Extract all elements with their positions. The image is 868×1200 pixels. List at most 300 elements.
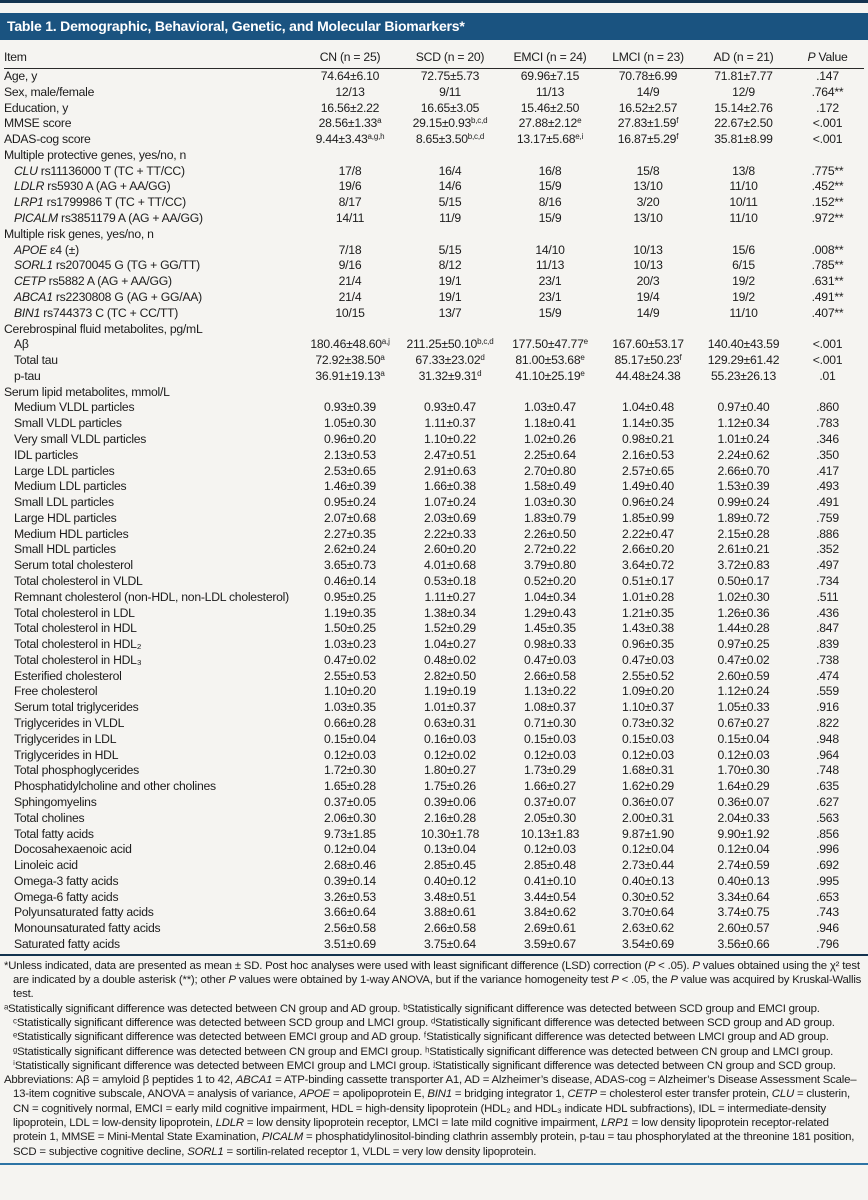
value-cell: 7/18 bbox=[338, 242, 362, 257]
value-cell: 27.83±1.59$^f$ bbox=[617, 116, 679, 131]
value-cell: 2.13±0.53 bbox=[324, 447, 376, 462]
table-row bbox=[4, 684, 864, 700]
value-cell: 1.73±0.29 bbox=[524, 763, 576, 778]
value-cell: 1.43±0.38 bbox=[622, 621, 674, 636]
value-cell: 0.52±0.20 bbox=[524, 574, 576, 588]
table-row bbox=[4, 69, 864, 85]
value-cell: 1.75±0.26 bbox=[424, 779, 476, 794]
p-value-cell: .995 bbox=[816, 873, 839, 888]
value-cell: 28.56±1.33$^a$ bbox=[318, 116, 382, 131]
table-row bbox=[4, 542, 864, 558]
value-cell: 23/1 bbox=[538, 274, 562, 289]
column-header-item: Item bbox=[4, 50, 27, 64]
value-cell: 1.13±0.22 bbox=[524, 684, 576, 699]
row-label: CLU rs11136000 T (TC + TT/CC) bbox=[14, 163, 185, 178]
value-cell: 16.52±2.57 bbox=[618, 100, 678, 115]
value-cell: 0.37±0.05 bbox=[324, 794, 376, 809]
value-cell: 9/11 bbox=[439, 84, 461, 99]
value-cell: 1.50±0.25 bbox=[324, 621, 376, 636]
value-cell: 2.04±0.33 bbox=[717, 810, 770, 825]
value-cell: 10/13 bbox=[633, 258, 663, 273]
value-cell: 19/6 bbox=[338, 179, 362, 194]
table-row bbox=[4, 243, 864, 259]
value-cell: 1.10±0.37 bbox=[622, 700, 674, 715]
p-value-cell: .559 bbox=[816, 684, 839, 699]
p-value-cell: .01 bbox=[819, 368, 836, 383]
value-cell: 2.57±0.65 bbox=[622, 463, 674, 478]
value-cell: 1.03±0.23 bbox=[324, 637, 376, 652]
value-cell: 1.62±0.29 bbox=[622, 779, 674, 794]
value-cell: 3.34±0.64 bbox=[717, 889, 770, 904]
footnote-significance-letters: ᵃStatistically significant difference was detected between CN group and AD group. ᵇStatistically significant difference was detected between SCD group and EMCI group. ᶜStatistically significant difference was detected between SCD group and LMCI group. ᵈStatistically significant difference was detected between SCD group and AD group. ᵉStatistically significant difference was detected between EMCI group and AD group. ᶠStatistically significant difference was detected between LMCI group and AD group. ᵍStatistically significant difference was detected between CN group and EMCI group. ʰStatistically significant difference was detected between CN group and LMCI group. ⁱStatistically significant difference was detected between EMCI group and LMCI group. ʲStatistically significant difference was detected between CN group and SCD group. bbox=[4, 1002, 836, 1072]
value-cell: 67.33±23.02$^d$ bbox=[415, 353, 485, 368]
row-label: Small HDL particles bbox=[14, 542, 116, 557]
bottom-border-rule bbox=[0, 1163, 868, 1165]
value-cell: 129.29±61.42 bbox=[707, 353, 780, 368]
value-cell: 9.87±1.90 bbox=[622, 826, 674, 841]
value-cell: 0.48±0.02 bbox=[424, 652, 476, 667]
p-value-cell: .972** bbox=[811, 211, 844, 226]
table-row bbox=[4, 511, 864, 527]
row-label: Triglycerides in LDL bbox=[14, 731, 117, 746]
value-cell: 0.12±0.02 bbox=[424, 747, 476, 762]
p-value-cell: .856 bbox=[816, 826, 839, 841]
value-cell: 11/10 bbox=[729, 211, 758, 226]
value-cell: 12/13 bbox=[335, 84, 365, 99]
value-cell: 2.85±0.48 bbox=[524, 858, 576, 873]
value-cell: 177.50±47.77$^e$ bbox=[512, 337, 588, 352]
value-cell: 2.60±0.20 bbox=[424, 542, 476, 557]
value-cell: 1.85±0.99 bbox=[622, 510, 674, 525]
footnotes bbox=[0, 959, 868, 1159]
row-label: Total cholesterol in HDL bbox=[14, 621, 137, 636]
value-cell: 2.24±0.62 bbox=[717, 447, 770, 462]
p-value-cell: .886 bbox=[816, 526, 839, 541]
value-cell: $211.25\pm 50.10^{b,c,d}$ bbox=[406, 337, 494, 352]
p-value-cell: .946 bbox=[816, 921, 839, 936]
row-label: Omega-6 fatty acids bbox=[14, 889, 119, 904]
section-row bbox=[4, 385, 864, 401]
table-row bbox=[4, 858, 864, 874]
value-cell: 0.47±0.02 bbox=[324, 652, 376, 667]
table-row bbox=[4, 464, 864, 480]
value-cell: 10/15 bbox=[335, 305, 365, 320]
column-header-pvalue: P Value bbox=[807, 50, 848, 64]
value-cell: 3.66±0.64 bbox=[324, 905, 376, 920]
value-cell: 0.40±0.13 bbox=[622, 873, 674, 888]
p-value-cell: .631** bbox=[811, 274, 844, 289]
value-cell: 5/15 bbox=[438, 242, 462, 257]
value-cell: 1.44±0.28 bbox=[717, 621, 770, 636]
value-cell: 13/7 bbox=[438, 305, 462, 320]
value-cell: 0.12±0.03 bbox=[324, 747, 376, 762]
p-value-cell: .916 bbox=[816, 700, 839, 715]
value-cell: $29.15\pm 0.93^{b,c,d}$ bbox=[412, 116, 488, 131]
value-cell: 0.51±0.17 bbox=[622, 574, 674, 588]
value-cell: 4.01±0.68 bbox=[424, 558, 476, 573]
value-cell: 2.55±0.53 bbox=[324, 668, 376, 683]
section-label: Serum lipid metabolites, mmol/L bbox=[4, 384, 170, 399]
value-cell: 1.12±0.24 bbox=[717, 684, 770, 699]
row-label: p-tau bbox=[14, 368, 41, 383]
value-cell: 2.00±0.31 bbox=[622, 810, 674, 825]
value-cell: 15/9 bbox=[538, 179, 562, 194]
value-cell: 1.03±0.30 bbox=[524, 495, 576, 510]
table-row bbox=[4, 637, 864, 653]
value-cell: 0.95±0.25 bbox=[324, 589, 376, 604]
value-cell: 0.16±0.03 bbox=[424, 731, 476, 746]
value-cell: 2.72±0.22 bbox=[524, 542, 576, 557]
value-cell: 0.30±0.52 bbox=[622, 889, 674, 904]
value-cell: 0.67±0.27 bbox=[717, 716, 770, 731]
p-value-cell: .948 bbox=[816, 731, 839, 746]
p-value-cell: .008** bbox=[811, 242, 844, 257]
table-row bbox=[4, 590, 864, 606]
value-cell: 11/13 bbox=[535, 84, 565, 99]
p-value-cell: .743 bbox=[816, 905, 839, 920]
value-cell: 15.14±2.76 bbox=[714, 100, 773, 115]
p-value-cell: .474 bbox=[816, 668, 839, 683]
value-cell: 15/9 bbox=[538, 211, 562, 226]
value-cell: 0.97±0.40 bbox=[717, 400, 770, 415]
value-cell: 1.07±0.24 bbox=[424, 495, 476, 510]
value-cell: 0.98±0.21 bbox=[622, 431, 674, 446]
table-row bbox=[4, 432, 864, 448]
value-cell: 19/2 bbox=[732, 274, 755, 289]
value-cell: 2.16±0.28 bbox=[424, 810, 476, 825]
table-body bbox=[4, 69, 864, 953]
table-row bbox=[4, 353, 864, 369]
row-label: Aβ bbox=[14, 337, 29, 352]
table-row bbox=[4, 211, 864, 227]
value-cell: 2.07±0.68 bbox=[324, 510, 376, 525]
table-row bbox=[4, 653, 864, 669]
value-cell: 1.65±0.28 bbox=[324, 779, 376, 794]
row-label: Very small VLDL particles bbox=[14, 431, 147, 446]
value-cell: 1.72±0.30 bbox=[324, 763, 376, 778]
value-cell: 12/9 bbox=[732, 84, 755, 99]
value-cell: 3.72±0.83 bbox=[717, 558, 770, 573]
section-label: Cerebrospinal fluid metabolites, pg/mL bbox=[4, 321, 203, 336]
p-value-cell: .493 bbox=[816, 479, 839, 494]
table-row bbox=[4, 448, 864, 464]
table-row bbox=[4, 874, 864, 890]
value-cell: 3.84±0.62 bbox=[524, 905, 576, 920]
value-cell: 3/20 bbox=[636, 195, 660, 210]
value-cell: 2.66±0.58 bbox=[424, 921, 476, 936]
table-row bbox=[4, 558, 864, 574]
p-value-cell: .407** bbox=[811, 305, 844, 320]
value-cell: 15/9 bbox=[538, 305, 562, 320]
column-header-ad: AD (n = 21) bbox=[713, 50, 774, 64]
value-cell: 0.39±0.06 bbox=[424, 794, 476, 809]
value-cell: 31.32±9.31$^d$ bbox=[418, 368, 482, 383]
value-cell: 0.36±0.07 bbox=[622, 794, 674, 809]
row-label: MMSE score bbox=[4, 116, 72, 131]
p-value-cell: .847 bbox=[816, 621, 839, 636]
row-label: Free cholesterol bbox=[14, 684, 98, 699]
value-cell: 0.41±0.10 bbox=[524, 873, 576, 888]
value-cell: 0.47±0.03 bbox=[524, 652, 576, 667]
value-cell: 0.37±0.07 bbox=[524, 794, 576, 809]
value-cell: 0.39±0.14 bbox=[324, 873, 376, 888]
row-label: Serum total cholesterol bbox=[14, 558, 133, 573]
value-cell: 11/9 bbox=[439, 211, 461, 226]
value-cell: 16/4 bbox=[438, 163, 462, 178]
row-label: Medium VLDL particles bbox=[14, 400, 135, 415]
value-cell: 2.26±0.50 bbox=[524, 526, 576, 541]
footnote-separator-rule bbox=[0, 954, 868, 956]
section-label: Multiple risk genes, yes/no, n bbox=[4, 226, 154, 241]
value-cell: 11/10 bbox=[729, 305, 758, 320]
section-label: Multiple protective genes, yes/no, n bbox=[4, 147, 187, 162]
table-row bbox=[4, 164, 864, 180]
value-cell: 20/3 bbox=[636, 274, 660, 289]
p-value-cell: .653 bbox=[816, 889, 839, 904]
value-cell: 1.09±0.20 bbox=[622, 684, 674, 699]
table-row bbox=[4, 258, 864, 274]
table-row bbox=[4, 274, 864, 290]
value-cell: 2.16±0.53 bbox=[622, 447, 674, 462]
p-value-cell: .964 bbox=[816, 747, 839, 762]
table-row bbox=[4, 732, 864, 748]
footnote-general: *Unless indicated, data are presented as mean ± SD. Post hoc analyses were used with least significant difference (LSD) correction (P < .05). P values obtained using the χ² test are indicated by a double asterisk (**); other P values were obtained by 1-way ANOVA, but if the variance homogeneity test P < .05, the P value was acquired by Kruskal-Wallis test. bbox=[4, 959, 862, 1001]
value-cell: 1.14±0.35 bbox=[622, 416, 674, 431]
p-value-cell: .748 bbox=[816, 763, 839, 778]
value-cell: 2.06±0.30 bbox=[324, 810, 376, 825]
column-header-cn: CN (n = 25) bbox=[319, 50, 381, 64]
value-cell: 2.47±0.51 bbox=[424, 447, 476, 462]
value-cell: 3.79±0.80 bbox=[524, 558, 576, 573]
value-cell: 0.93±0.47 bbox=[424, 400, 476, 415]
value-cell: 3.44±0.54 bbox=[524, 889, 576, 904]
biomarker-table bbox=[0, 44, 868, 953]
value-cell: 13/10 bbox=[633, 179, 663, 194]
table-header-row bbox=[4, 44, 864, 69]
value-cell: 2.74±0.59 bbox=[717, 858, 770, 873]
p-value-cell: .452** bbox=[811, 179, 844, 194]
p-value-cell: .172 bbox=[816, 100, 839, 115]
value-cell: 2.70±0.80 bbox=[524, 463, 576, 478]
value-cell: 3.56±0.66 bbox=[717, 936, 770, 951]
value-cell: 2.73±0.44 bbox=[622, 858, 674, 873]
row-label: LRP1 rs1799986 T (TC + TT/CC) bbox=[14, 195, 186, 210]
value-cell: 10.30±1.78 bbox=[420, 826, 480, 841]
p-value-cell: <.001 bbox=[812, 116, 843, 131]
value-cell: 23/1 bbox=[538, 289, 562, 304]
p-value-cell: .346 bbox=[816, 431, 839, 446]
row-label: Total cholesterol in HDL₃ bbox=[14, 652, 142, 667]
value-cell: 14/10 bbox=[535, 242, 565, 257]
value-cell: 2.03±0.69 bbox=[424, 510, 476, 525]
value-cell: 2.68±0.46 bbox=[324, 858, 376, 873]
table-row bbox=[4, 195, 864, 211]
row-label: Serum total triglycerides bbox=[14, 700, 139, 715]
value-cell: 10/13 bbox=[633, 242, 663, 257]
row-label: Small LDL particles bbox=[14, 495, 114, 510]
value-cell: 2.55±0.52 bbox=[622, 668, 674, 683]
row-label: BIN1 rs744373 C (TC + CC/TT) bbox=[14, 305, 179, 320]
row-label: Total cholines bbox=[14, 810, 85, 825]
value-cell: 2.63±0.62 bbox=[622, 921, 674, 936]
value-cell: 1.66±0.27 bbox=[524, 779, 576, 794]
value-cell: 15/8 bbox=[636, 163, 660, 178]
value-cell: 14/9 bbox=[636, 84, 660, 99]
value-cell: 2.60±0.59 bbox=[717, 668, 770, 683]
value-cell: 2.91±0.63 bbox=[424, 463, 476, 478]
value-cell: 2.22±0.47 bbox=[622, 526, 674, 541]
p-value-cell: .734 bbox=[816, 574, 839, 588]
value-cell: 1.21±0.35 bbox=[622, 605, 674, 620]
value-cell: 2.62±0.24 bbox=[324, 542, 376, 557]
row-label: Sex, male/female bbox=[4, 84, 95, 99]
value-cell: 0.12±0.03 bbox=[717, 747, 770, 762]
value-cell: $9.44\pm 3.43^{a,g,h}$ bbox=[315, 132, 385, 147]
value-cell: 0.46±0.14 bbox=[324, 574, 376, 588]
value-cell: 0.13±0.04 bbox=[424, 842, 476, 857]
value-cell: 0.12±0.03 bbox=[622, 747, 674, 762]
value-cell: 2.22±0.33 bbox=[424, 526, 476, 541]
value-cell: 1.46±0.39 bbox=[324, 479, 376, 494]
table-row bbox=[4, 700, 864, 716]
value-cell: 1.70±0.30 bbox=[717, 763, 770, 778]
value-cell: 17/8 bbox=[338, 163, 362, 178]
value-cell: 3.48±0.51 bbox=[424, 889, 476, 904]
value-cell: 15.46±2.50 bbox=[520, 100, 580, 115]
table-row bbox=[4, 763, 864, 779]
table-row bbox=[4, 905, 864, 921]
value-cell: 0.63±0.31 bbox=[424, 716, 476, 731]
value-cell: 85.17±50.23$^f$ bbox=[614, 353, 682, 368]
value-cell: 0.12±0.03 bbox=[524, 842, 576, 857]
row-label: Total cholesterol in VLDL bbox=[14, 574, 143, 588]
value-cell: 0.15±0.03 bbox=[622, 731, 674, 746]
value-cell: 2.27±0.35 bbox=[324, 526, 376, 541]
value-cell: 71.81±7.77 bbox=[714, 69, 773, 83]
value-cell: $8.65\pm 3.50^{b,c,d}$ bbox=[415, 132, 485, 147]
value-cell: 19/2 bbox=[732, 289, 755, 304]
value-cell: 1.02±0.26 bbox=[524, 431, 576, 446]
value-cell: 55.23±26.13 bbox=[711, 368, 776, 383]
table-row bbox=[4, 890, 864, 906]
value-cell: 0.97±0.25 bbox=[717, 637, 770, 652]
value-cell: 1.89±0.72 bbox=[717, 510, 770, 525]
row-label: Education, y bbox=[4, 100, 69, 115]
value-cell: 0.40±0.12 bbox=[424, 873, 476, 888]
value-cell: 10/11 bbox=[729, 195, 758, 210]
value-cell: 1.04±0.34 bbox=[524, 589, 576, 604]
table-row bbox=[4, 937, 864, 953]
value-cell: 41.10±25.19$^e$ bbox=[515, 368, 585, 383]
value-cell: 1.19±0.19 bbox=[424, 684, 476, 699]
value-cell: 19/4 bbox=[636, 289, 660, 304]
value-cell: 3.51±0.69 bbox=[324, 936, 376, 951]
row-label: Triglycerides in HDL bbox=[14, 747, 119, 762]
value-cell: 2.25±0.64 bbox=[524, 447, 576, 462]
p-value-cell: .497 bbox=[816, 558, 839, 573]
value-cell: $13.17\pm 5.68^{e,i}$ bbox=[516, 132, 584, 147]
value-cell: 16.65±3.05 bbox=[420, 100, 480, 115]
value-cell: 1.66±0.38 bbox=[424, 479, 476, 494]
value-cell: 14/9 bbox=[636, 305, 660, 320]
value-cell: 1.80±0.27 bbox=[424, 763, 476, 778]
p-value-cell: .822 bbox=[816, 716, 839, 731]
row-label: Monounsaturated fatty acids bbox=[14, 921, 161, 936]
value-cell: 1.01±0.28 bbox=[622, 589, 674, 604]
value-cell: 1.68±0.31 bbox=[622, 763, 674, 778]
value-cell: 11/10 bbox=[729, 179, 758, 194]
value-cell: 16.56±2.22 bbox=[320, 100, 380, 115]
value-cell: 3.65±0.73 bbox=[324, 558, 376, 573]
section-row bbox=[4, 322, 864, 338]
value-cell: 3.26±0.53 bbox=[324, 889, 376, 904]
value-cell: 2.69±0.61 bbox=[524, 921, 576, 936]
value-cell: 1.18±0.41 bbox=[524, 416, 576, 431]
value-cell: 1.02±0.30 bbox=[717, 589, 770, 604]
value-cell: 8/12 bbox=[438, 258, 462, 273]
value-cell: 16.87±5.29$^f$ bbox=[617, 132, 679, 147]
table-row bbox=[4, 179, 864, 195]
value-cell: 0.15±0.03 bbox=[524, 731, 576, 746]
top-border-rule bbox=[0, 0, 868, 3]
row-label: ADAS-cog score bbox=[4, 132, 91, 147]
value-cell: 167.60±53.17 bbox=[612, 337, 684, 352]
value-cell: 19/1 bbox=[438, 274, 462, 289]
value-cell: 72.92±38.50$^a$ bbox=[315, 353, 385, 368]
column-header-scd: SCD (n = 20) bbox=[415, 50, 485, 64]
value-cell: 0.36±0.07 bbox=[717, 794, 770, 809]
value-cell: 0.15±0.04 bbox=[324, 731, 376, 746]
row-label: IDL particles bbox=[14, 447, 79, 462]
row-label: Linoleic acid bbox=[14, 858, 78, 873]
row-label: Total phosphoglycerides bbox=[14, 763, 140, 778]
value-cell: 2.61±0.21 bbox=[717, 542, 770, 557]
value-cell: 69.96±7.15 bbox=[520, 69, 580, 83]
p-value-cell: .147 bbox=[816, 69, 839, 83]
value-cell: 2.53±0.65 bbox=[324, 463, 376, 478]
p-value-cell: .775** bbox=[811, 163, 844, 178]
value-cell: $180.46\pm 48.60^{a,j}$ bbox=[310, 337, 390, 352]
value-cell: 1.11±0.27 bbox=[424, 589, 476, 604]
value-cell: 1.83±0.79 bbox=[524, 510, 576, 525]
value-cell: 19/1 bbox=[438, 289, 462, 304]
table-row bbox=[4, 85, 864, 101]
value-cell: 0.50±0.17 bbox=[717, 574, 770, 588]
p-value-cell: .785** bbox=[811, 258, 844, 273]
row-label: Docosahexaenoic acid bbox=[14, 842, 132, 857]
row-label: ABCA1 rs2230808 G (AG + GG/AA) bbox=[14, 289, 202, 304]
row-label: PICALM rs3851179 A (AG + AA/GG) bbox=[14, 211, 203, 226]
value-cell: 3.74±0.75 bbox=[717, 905, 770, 920]
value-cell: 0.12±0.04 bbox=[717, 842, 770, 857]
p-value-cell: .692 bbox=[816, 858, 839, 873]
value-cell: 1.03±0.35 bbox=[324, 700, 376, 715]
value-cell: 1.38±0.34 bbox=[424, 605, 476, 620]
value-cell: 0.95±0.24 bbox=[324, 495, 376, 510]
value-cell: 1.12±0.34 bbox=[717, 416, 770, 431]
p-value-cell: .350 bbox=[816, 447, 839, 462]
table-row bbox=[4, 337, 864, 353]
value-cell: 74.64±6.10 bbox=[320, 69, 380, 83]
value-cell: 3.70±0.64 bbox=[622, 905, 674, 920]
p-value-cell: <.001 bbox=[812, 337, 843, 352]
value-cell: 0.15±0.04 bbox=[717, 731, 770, 746]
value-cell: 70.78±6.99 bbox=[618, 69, 678, 83]
row-label: APOE ε4 (±) bbox=[14, 242, 79, 257]
value-cell: 140.40±43.59 bbox=[707, 337, 780, 352]
value-cell: 1.58±0.49 bbox=[524, 479, 576, 494]
p-value-cell: .152** bbox=[811, 195, 844, 210]
